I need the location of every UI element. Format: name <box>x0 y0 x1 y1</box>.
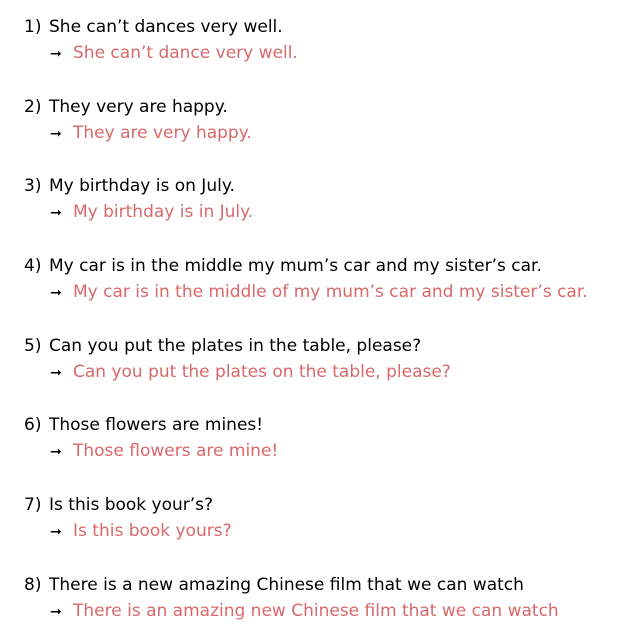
item-number: 8) <box>24 575 42 595</box>
incorrect-sentence: There is a new amazing Chinese film that we can watch <box>49 575 524 595</box>
incorrect-sentence: My birthday is on July. <box>49 176 235 196</box>
corrected-sentence: They are very happy. <box>73 123 252 143</box>
question-line <box>24 494 213 516</box>
incorrect-sentence: Can you put the plates in the table, please? <box>49 336 422 356</box>
right-arrow-icon: ➞ <box>50 365 62 381</box>
item-number: 4) <box>24 256 42 276</box>
answer-line <box>50 440 278 463</box>
right-arrow-icon: ➞ <box>50 524 62 540</box>
corrected-sentence: My car is in the middle of my mum’s car and my sister’s car. <box>73 282 588 302</box>
answer-line <box>50 520 232 543</box>
item-number: 6) <box>24 415 42 435</box>
corrected-sentence: Can you put the plates on the table, please? <box>73 362 451 382</box>
question-line <box>24 175 235 197</box>
right-arrow-icon: ➞ <box>50 604 62 620</box>
incorrect-sentence: They very are happy. <box>49 97 228 117</box>
corrected-sentence: Those flowers are mine! <box>73 441 279 461</box>
item-number: 7) <box>24 495 42 515</box>
question-line <box>24 255 542 277</box>
incorrect-sentence: Is this book your’s? <box>49 495 214 515</box>
answer-line <box>50 281 588 304</box>
question-line <box>24 414 263 436</box>
corrected-sentence: There is an amazing new Chinese film that we can watch <box>73 601 559 621</box>
answer-line <box>50 201 253 224</box>
incorrect-sentence: She can’t dances very well. <box>49 17 283 37</box>
incorrect-sentence: My car is in the middle my mum’s car and my sister’s car. <box>49 256 542 276</box>
item-number: 2) <box>24 97 42 117</box>
answer-line <box>50 122 252 145</box>
question-line <box>24 335 421 357</box>
question-line <box>24 16 283 38</box>
item-number: 3) <box>24 176 42 196</box>
corrected-sentence: My birthday is in July. <box>73 202 254 222</box>
corrected-sentence: Is this book yours? <box>73 521 232 541</box>
incorrect-sentence: Those flowers are mines! <box>49 415 264 435</box>
item-number: 5) <box>24 336 42 356</box>
right-arrow-icon: ➞ <box>50 205 62 221</box>
question-line <box>24 96 228 118</box>
corrected-sentence: She can’t dance very well. <box>73 43 298 63</box>
answer-line <box>50 361 451 384</box>
question-line <box>24 574 524 596</box>
right-arrow-icon: ➞ <box>50 126 62 142</box>
right-arrow-icon: ➞ <box>50 46 62 62</box>
answer-line <box>50 42 298 65</box>
answer-line <box>50 600 559 623</box>
item-number: 1) <box>24 17 42 37</box>
right-arrow-icon: ➞ <box>50 444 62 460</box>
right-arrow-icon: ➞ <box>50 285 62 301</box>
